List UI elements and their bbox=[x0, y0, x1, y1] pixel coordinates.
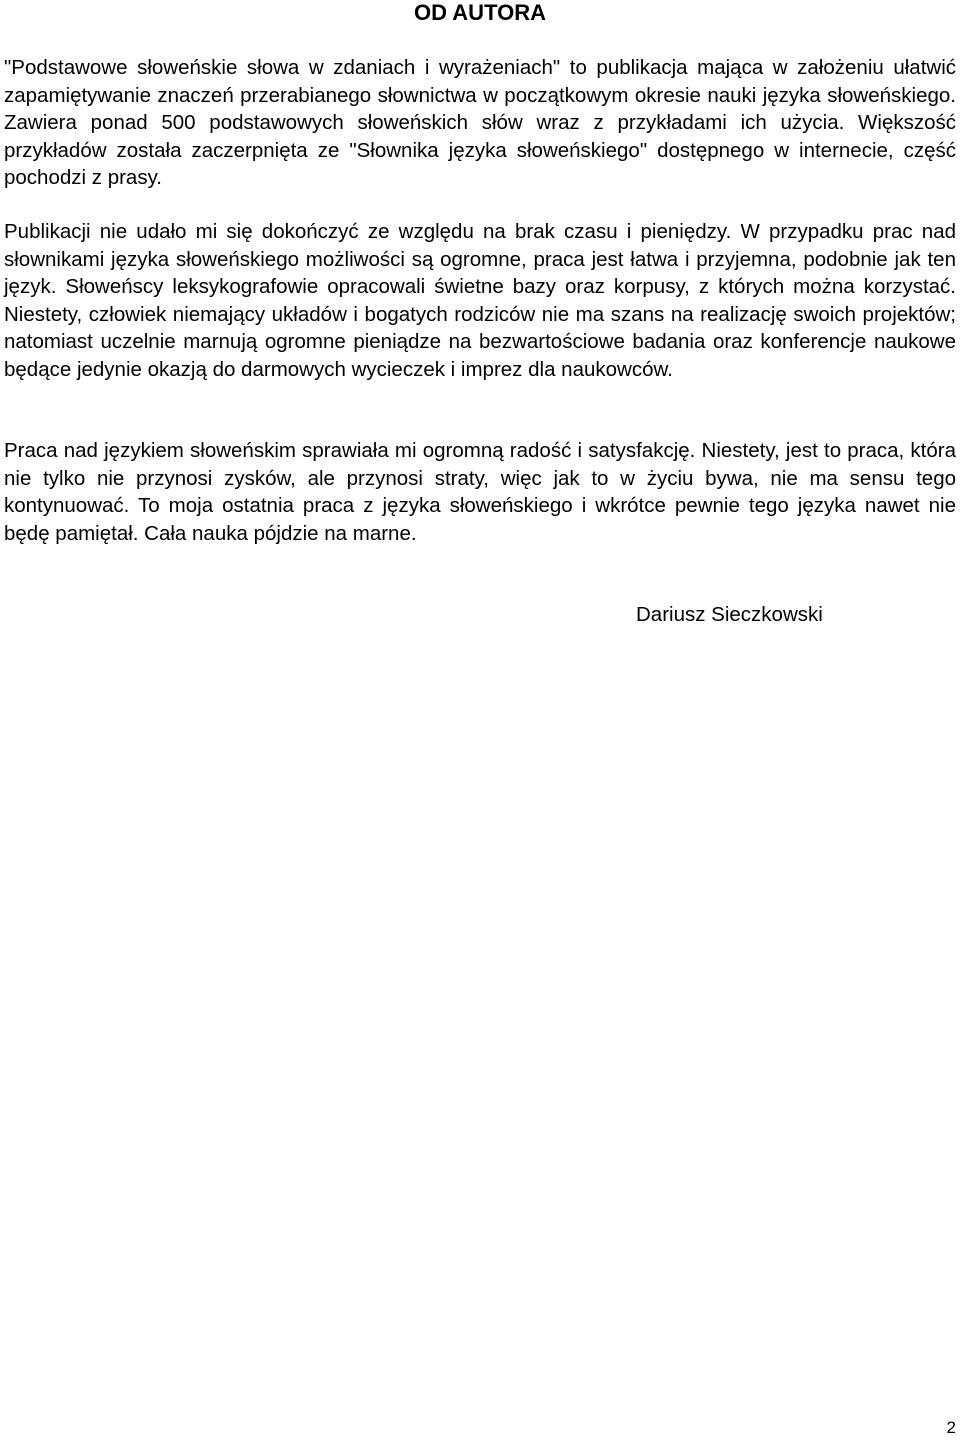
author-signature: Dariusz Sieczkowski bbox=[636, 603, 823, 626]
page-number: 2 bbox=[946, 1418, 956, 1437]
paragraph-introduction: "Podstawowe słoweńskie słowa w zdaniach i wyrażeniach" to publikacja mająca w założeniu ułatwić zapamiętywanie znaczeń przerabianego słownictwa w początkowym okresie nauki języka słoweńskiego. Zawiera ponad 500 podstawowych słoweńskich słów wraz z przykładami ich użycia. Większość przykładów została zaczerpnięta ze "Słownika języka słoweńskiego" dostępnego w internecie, część pochodzi z prasy. bbox=[4, 56, 956, 190]
paragraph-publication-status: Publikacji nie udało mi się dokończyć ze względu na brak czasu i pieniędzy. W przypadku prac nad słownikami języka słoweńskiego możliwości są ogromne, praca jest łatwa i przyjemna, podobnie jak ten język. Słoweńscy leksykografowie opracowali świetne bazy oraz korpusy, z których można korzystać. Niestety, człowiek niemający układów i bogatych rodziców nie ma szans na realizację swoich projektów; natomiast uczelnie marnują ogromne pieniądze na bezwartościowe badania oraz konferencje naukowe będące jedynie okazją do darmowych wycieczek i imprez dla naukowców. bbox=[4, 220, 956, 381]
page-title: OD AUTORA bbox=[414, 0, 546, 25]
paragraph-conclusion: Praca nad językiem słoweńskim sprawiała mi ogromną radość i satysfakcję. Niestety, jest to praca, która nie tylko nie przynosi zysków, ale przynosi straty, więc jak to w życiu bywa, nie ma sensu tego kontynuować. To moja ostatnia praca z języka słoweńskiego i wkrótce pewnie tego języka nawet nie będę pamiętał. Cała nauka pójdzie na marne. bbox=[4, 439, 956, 545]
